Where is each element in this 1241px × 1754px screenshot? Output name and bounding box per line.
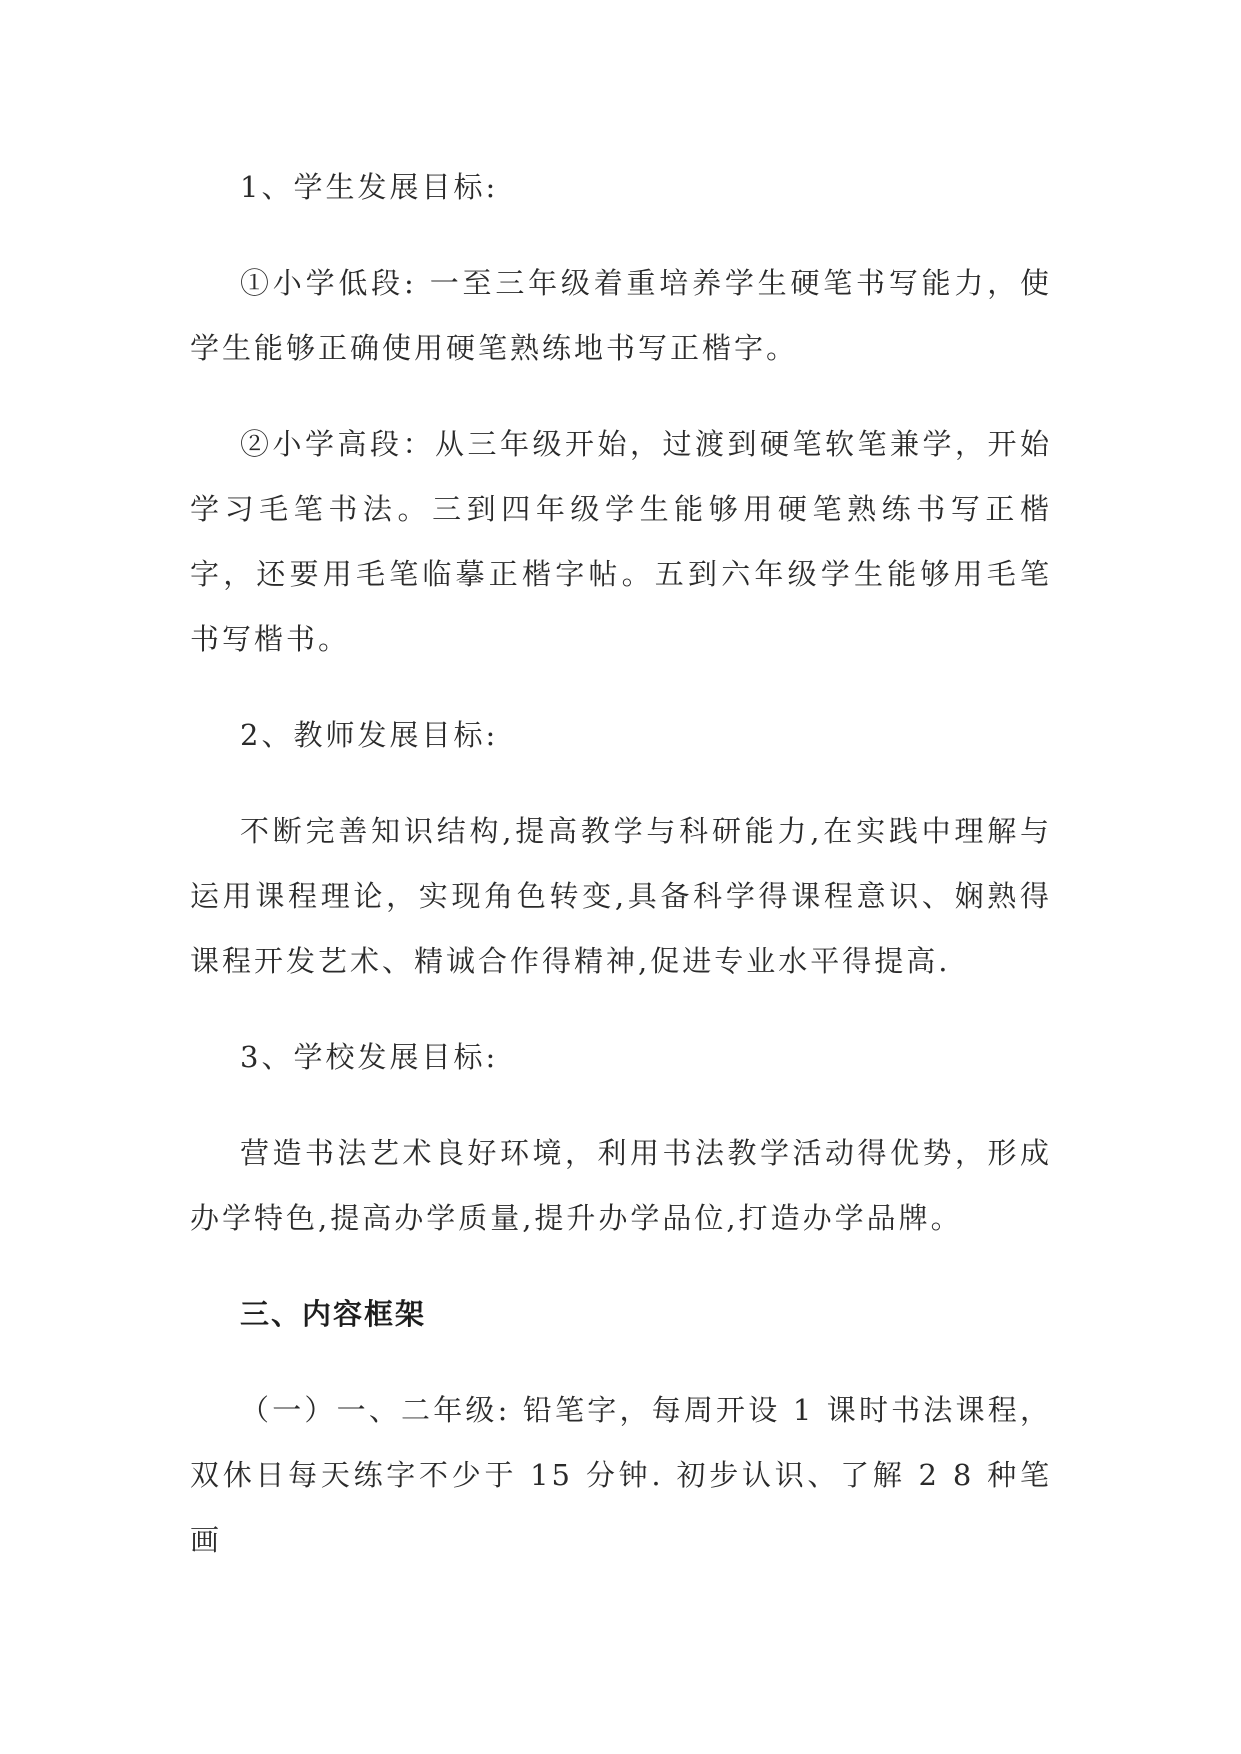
school-goal-paragraph: 营造书法艺术良好环境，利用书法教学活动得优势，形成办学特色,提高办学质量,提升办学品位,打造办学品牌。 bbox=[190, 1136, 1052, 1235]
teacher-goal-paragraph: 不断完善知识结构,提高教学与科研能力,在实践中理解与运用课程理论，实现角色转变,具备科学得课程意识、娴熟得课程开发艺术、精诚合作得精神,促进专业水平得提高. bbox=[190, 814, 1052, 978]
student-goal-heading: 1、学生发展目标: bbox=[240, 170, 499, 204]
teacher-goal-heading: 2、教师发展目标: bbox=[240, 718, 499, 752]
lower-grade-paragraph: ①小学低段: 一至三年级着重培养学生硬笔书写能力，使学生能够正确使用硬笔熟练地书写正楷字。 bbox=[190, 266, 1052, 365]
document-body bbox=[190, 155, 1052, 1604]
content-framework-title: 三、内容框架 bbox=[240, 1297, 427, 1331]
upper-grade-paragraph: ②小学高段：从三年级开始，过渡到硬笔软笔兼学，开始学习毛笔书法。三到四年级学生能够用硬笔熟练书写正楷字，还要用毛笔临摹正楷字帖。五到六年级学生能够用毛笔书写楷书。 bbox=[190, 427, 1052, 656]
school-goal-heading: 3、学校发展目标: bbox=[240, 1040, 499, 1074]
grade-one-two-paragraph: （一）一、二年级: 铅笔字，每周开设 1 课时书法课程，双休日每天练字不少于 15 分钟. 初步认识、了解 2 8 种笔画 bbox=[190, 1393, 1052, 1557]
